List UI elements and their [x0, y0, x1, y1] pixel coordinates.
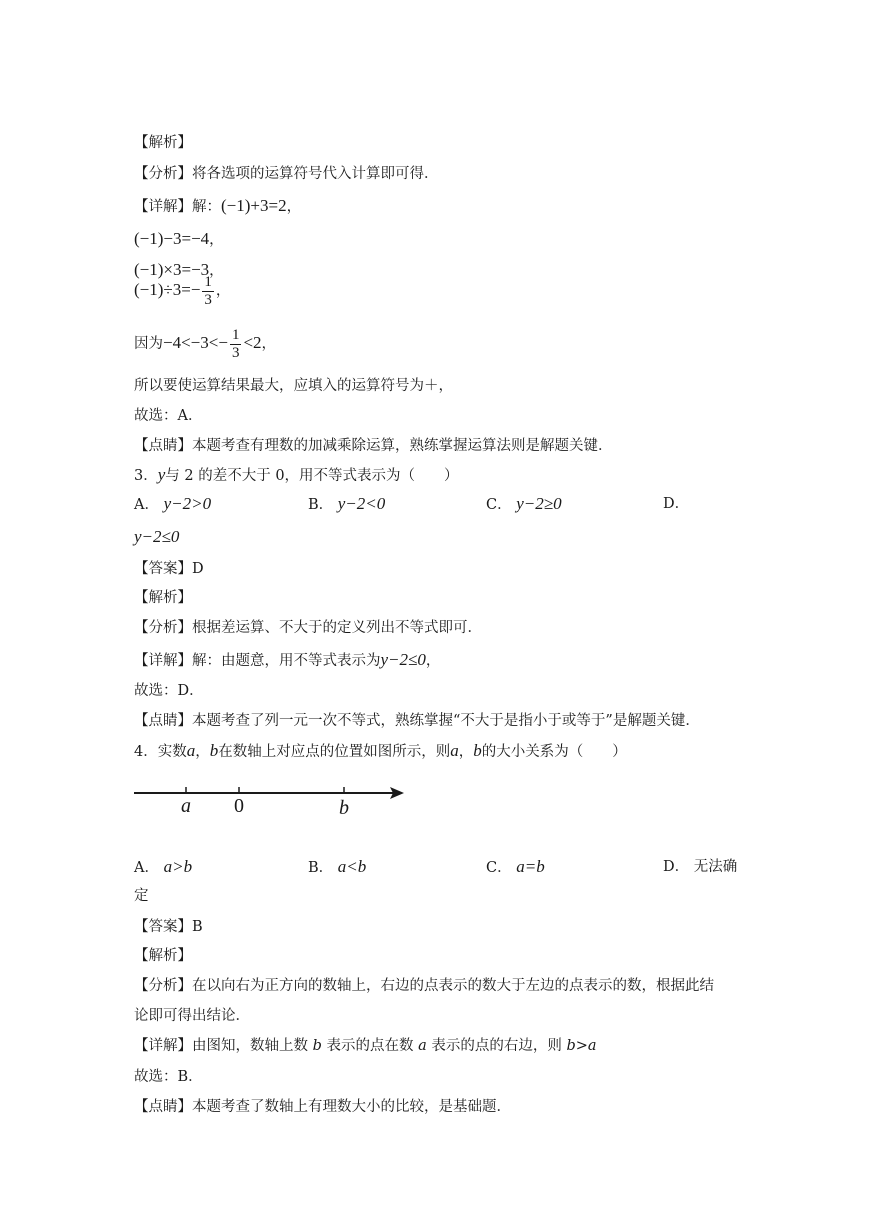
detail-line-2: [134, 229, 224, 250]
detail-mid: 表示的点在数: [326, 1038, 414, 1054]
inequality-tail: <2: [243, 333, 262, 352]
option-math: a<b: [337, 857, 367, 876]
inequality: y−2≤0: [380, 650, 426, 669]
equation: (−1)−3=−4: [134, 229, 210, 248]
detail-line-4: [134, 272, 230, 309]
option-math: a>b: [163, 857, 193, 876]
q4-option-c[interactable]: [486, 857, 545, 878]
option-label: A．: [134, 497, 159, 513]
q3-option-b[interactable]: [308, 494, 385, 515]
analysis-text: 【分析】将各选项的运算符号代入计算即可得．: [134, 166, 439, 182]
comma: ，: [209, 263, 224, 279]
separator: ，: [458, 744, 474, 760]
fraction-denominator: 3: [204, 291, 212, 308]
q4-analysis-heading: 【解析】: [134, 948, 192, 964]
q4-comment: 【点睛】本题考查了数轴上有理数大小的比较，是基础题．: [134, 1099, 511, 1115]
option-math: a=b: [516, 857, 545, 876]
question-number: 3．: [134, 468, 158, 484]
label-0: 0: [234, 795, 244, 817]
fraction-denominator: 3: [231, 344, 240, 361]
variable-a: a: [450, 741, 459, 760]
fraction: [230, 327, 242, 362]
detail-prefix: 【详解】解：: [134, 199, 221, 215]
option-math: y−2<0: [337, 494, 386, 513]
q3-comment: 【点睛】本题考查了列一元一次不等式，熟练掌握“不大于是指小于或等于”是解题关键．: [134, 713, 700, 729]
option-label: C．: [486, 860, 512, 876]
q3-answer: 【答案】D: [134, 561, 204, 577]
q3-option-d[interactable]: [663, 494, 689, 514]
separator: ，: [195, 744, 210, 760]
option-label: C．: [486, 497, 512, 513]
q3-analysis-heading: 【解析】: [134, 590, 192, 606]
because-text: 因为: [134, 336, 163, 352]
q3-choice: 故选：D．: [134, 683, 204, 699]
q3-detail: [134, 650, 440, 671]
equation: (−1)+3=2: [221, 196, 287, 215]
q3-option-a[interactable]: [134, 494, 211, 515]
q4-option-b[interactable]: [308, 857, 366, 878]
variable-b: b: [473, 741, 482, 760]
fraction-numerator: 1: [204, 273, 212, 290]
q3-analysis-text: 【分析】根据差运算、不大于的定义列出不等式即可．: [134, 620, 482, 636]
analysis-heading: 【解析】: [134, 135, 192, 151]
label-b: b: [339, 797, 349, 819]
detail-prefix: 【详解】解：由题意，用不等式表示为: [134, 653, 381, 669]
question-4-stem: [134, 741, 627, 762]
comma: ，: [425, 653, 441, 669]
variable-a: a: [418, 1038, 427, 1054]
q3-option-c[interactable]: [486, 494, 562, 515]
detail-mid-2: 表示的点的右边，则: [431, 1038, 562, 1054]
detail-line-5: [134, 325, 276, 362]
fraction: [202, 274, 214, 309]
q4-option-a[interactable]: [134, 857, 192, 878]
detail-prefix: 【详解】由图知，数轴上数: [134, 1038, 308, 1054]
inequality: b>a: [566, 1038, 597, 1054]
detail-line-1: [134, 196, 301, 217]
q3-option-d-math: [134, 527, 179, 548]
variable-a: a: [186, 741, 196, 760]
option-math: y−2>0: [163, 494, 212, 513]
choice-text: 故选：A．: [134, 408, 203, 424]
inequality: −4<−3<−: [163, 333, 228, 352]
option-label: B．: [308, 860, 334, 876]
q4-analysis-text-2: 论即可得出结论．: [134, 1008, 250, 1024]
comment-text: 【点睛】本题考查有理数的加减乘除运算，熟练掌握运算法则是解题关键．: [134, 438, 613, 454]
conclusion-text: 所以要使运算结果最大，应填入的运算符号为＋，: [134, 378, 453, 394]
q4-choice: 故选：B．: [134, 1069, 203, 1085]
question-3-stem: [134, 465, 459, 486]
option-label: A．: [134, 860, 159, 876]
number-line-figure: [130, 778, 420, 826]
comma: ，: [261, 336, 277, 352]
comma: ，: [215, 283, 231, 299]
question-text: 与 2 的差不大于 0，用不等式表示为（ ）: [165, 468, 459, 484]
question-text: 在数轴上对应点的位置如图所示，则: [218, 744, 451, 760]
question-number: 4．实数: [134, 744, 187, 760]
option-label: D．: [663, 496, 690, 512]
variable-b: b: [209, 741, 219, 760]
option-text: 无法确: [693, 859, 738, 875]
fraction-numerator: 1: [231, 326, 240, 343]
q4-detail: [134, 1036, 597, 1056]
option-label: B．: [308, 497, 334, 513]
equation: (−1)×3=−3: [134, 260, 210, 279]
label-a: a: [181, 795, 191, 817]
option-math: y−2≥0: [516, 494, 562, 513]
question-text-end: 的大小关系为（ ）: [481, 744, 627, 760]
option-math: y−2≤0: [134, 527, 180, 546]
q4-option-d[interactable]: [663, 857, 737, 877]
equation: (−1)÷3=−: [134, 280, 201, 299]
comma: ，: [286, 199, 302, 215]
variable-y: y: [157, 465, 166, 484]
option-label: D．: [663, 859, 690, 875]
variable-b: b: [312, 1038, 322, 1054]
q4-option-d-continued: 定: [134, 888, 149, 904]
q4-answer: 【答案】B: [134, 919, 203, 935]
q4-analysis-text-1: 【分析】在以向右为正方向的数轴上，右边的点表示的数大于左边的点表示的数，根据此结: [134, 978, 714, 994]
comma: ，: [209, 232, 224, 248]
